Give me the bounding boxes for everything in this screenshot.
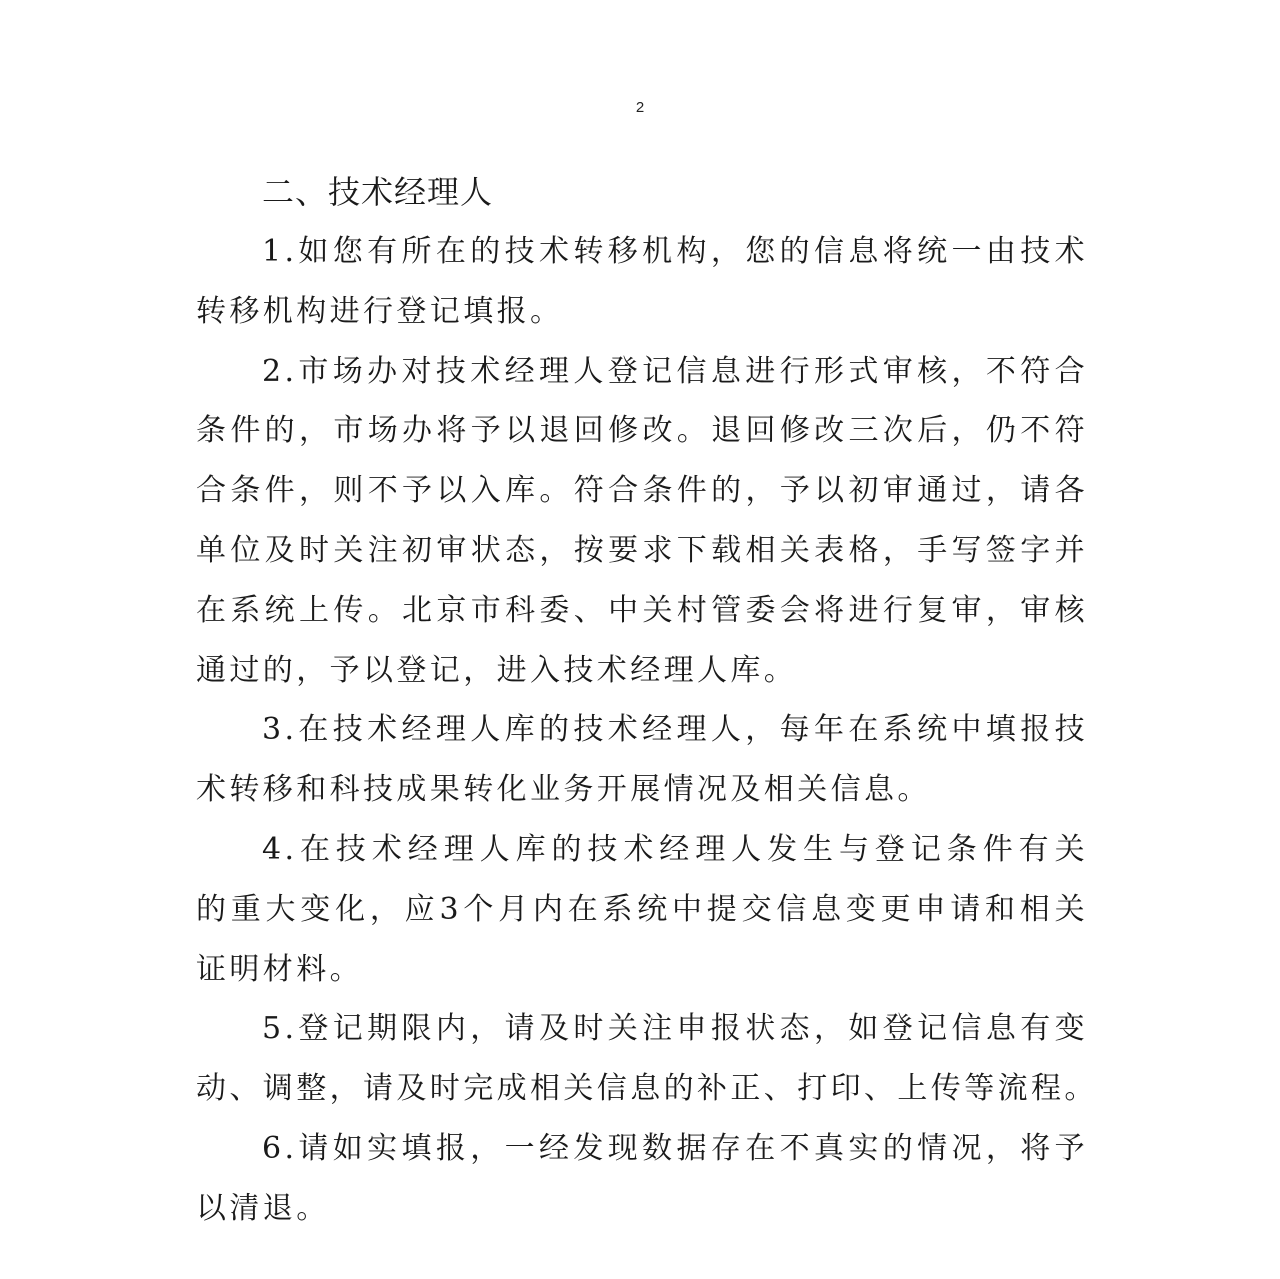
paragraph-3 [196, 700, 1088, 820]
paragraph-line: 术转移和科技成果转化业务开展情况及相关信息。 [196, 772, 931, 808]
section-heading: 二、技术经理人 [262, 173, 494, 211]
paragraph-line: 以清退。 [196, 1190, 330, 1226]
paragraph-line: 转移机构进行登记填报。 [196, 293, 564, 329]
paragraph-line: 1.如您有所在的技术转移机构，您的信息将统一由技术 [262, 234, 1088, 269]
paragraph-line: 证明材料。 [196, 951, 363, 987]
paragraph-line: 在系统上传。北京市科委、中关村管委会将进行复审，审核 [196, 592, 1088, 628]
paragraph-line: 条件的，市场办将予以退回修改。退回修改三次后，仍不符 [196, 413, 1088, 449]
paragraph-line: 4.在技术经理人库的技术经理人发生与登记条件有关 [262, 831, 1088, 867]
paragraph-2 [196, 342, 1088, 701]
paragraph-4 [196, 820, 1088, 999]
paragraph-line: 5.登记期限内，请及时关注申报状态，如登记信息有变 [262, 1011, 1088, 1047]
paragraph-line: 动、调整，请及时完成相关信息的补正、打印、上传等流程。 [196, 1071, 1098, 1107]
paragraph-line: 的重大变化，应3个月内在系统中提交信息变更申请和相关 [196, 891, 1088, 927]
paragraph-line: 合条件，则不予以入库。符合条件的，予以初审通过，请各 [196, 473, 1088, 509]
paragraph-line: 单位及时关注初审状态，按要求下载相关表格，手写签字并 [196, 532, 1088, 568]
paragraph-line: 6.请如实填报，一经发现数据存在不真实的情况，将予 [262, 1130, 1088, 1166]
paragraph-line: 2.市场办对技术经理人登记信息进行形式审核，不符合 [262, 353, 1088, 389]
paragraph-5 [196, 999, 1098, 1119]
document-body [196, 222, 1098, 1239]
paragraph-line: 3.在技术经理人库的技术经理人，每年在系统中填报技 [262, 712, 1088, 748]
paragraph-6 [196, 1119, 1088, 1239]
page-number: 2 [635, 99, 645, 116]
paragraph-line: 通过的，予以登记，进入技术经理人库。 [196, 652, 798, 688]
paragraph-1 [196, 222, 1088, 342]
